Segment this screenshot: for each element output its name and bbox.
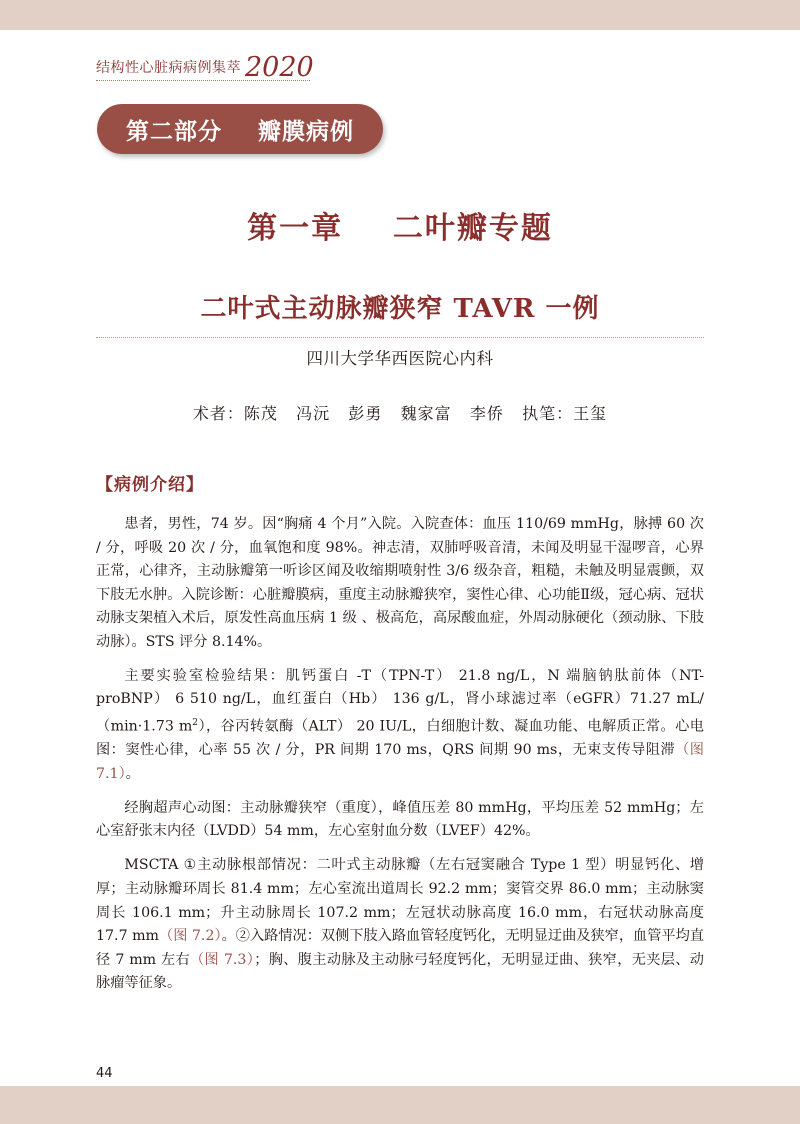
case-title: 二叶式主动脉瓣狭窄 TAVR 一例 xyxy=(200,294,600,324)
superscript: 2 xyxy=(192,718,199,729)
paragraph-mscta: MSCTA ①主动脉根部情况：二叶式主动脉瓣（左右冠窦融合 Type 1 型）明显钙化、增厚；主动脉瓣环周长 81.4 mm；左心室流出道周长 92.2 mm；窦管交界 86.0 mm；主动脉窦周长 106.1 mm；升主动脉周长 107.2 mm；左冠状动脉高度 16.0 mm，右冠状动脉高度 17.7 mm（图 7.2）。②入路情况：双侧下肢入路血管轻度钙化，无明显迂曲及狭窄，血管平均直径 7 mm 左右（图 7.3）；胸、腹主动脉及主动脉弓轻度钙化，无明显迂曲、狭窄，无夹层、动脉瘤等征象。 xyxy=(96,857,704,992)
book-name: 结构性心脏病病例集萃 xyxy=(96,60,241,76)
figure-reference: （图 7.3） xyxy=(190,951,255,968)
institution: 四川大学华西医院心内科 xyxy=(306,349,494,368)
chapter-title: 第一章 二叶瓣专题 xyxy=(247,211,553,246)
book-year: 2020 xyxy=(245,52,314,83)
part-label-banner xyxy=(97,104,383,154)
paragraph-labs: 主要实验室检验结果：肌钙蛋白 -T（TPN-T） 21.8 ng/L，N 端脑钠肽前体（NT-proBNP） 6 510 ng/L，血红蛋白（Hb） 136 g/L，肾小球滤过率（eGFR）71.27 mL/（min·1.73 $m^2$），谷丙转氨酶（ALT） 20 IU/L，白细胞计数、凝血功能、电解质正常。心电图：窦性心律，心率 55 次 / 分，PR 间期 170 ms，QRS 间期 90 ms，无束支传导阻滞（图 7.1）。 xyxy=(96,667,704,782)
paragraph-history: 患者，男性，74 岁。因“胸痛 4 个月”入院。入院查体：血压 110/69 mmHg，脉搏 60 次 / 分，呼吸 20 次 / 分，血氧饱和度 98%。神志清，双肺呼吸音清，未闻及明显干湿啰音，心界正常，心律齐，主动脉瓣第一听诊区闻及收缩期喷射性 3/6 级杂音，粗糙，未触及明显震颤，双下肢无水肿。入院诊断：心脏瓣膜病，重度主动脉瓣狭窄，窦性心律、心功能Ⅱ级，冠心病、冠状动脉支架植入术后，原发性高血压病 1 级 、极高危，高尿酸血症，外周动脉硬化（颈动脉、下肢动脉）。STS 评分 8.14%。 xyxy=(96,516,704,650)
figure-reference: （图 7.1） xyxy=(96,742,704,782)
part-label: 第二部分 瓣膜病例 xyxy=(125,118,355,145)
section-heading: 【病例介绍】 xyxy=(96,475,204,495)
case-body xyxy=(96,513,704,1006)
authors-line: 术者：陈茂 冯沅 彭勇 魏家富 李侨 执笔：王玺 xyxy=(192,404,608,423)
header-divider xyxy=(96,80,310,81)
top-color-band xyxy=(0,0,800,30)
running-header xyxy=(96,45,314,81)
bottom-color-band xyxy=(0,1086,800,1124)
paragraph-echo: 经胸超声心动图：主动脉瓣狭窄（重度），峰值压差 80 mmHg，平均压差 52 mmHg；左心室舒张末内径（LVDD）54 mm，左心室射血分数（LVEF）42%。 xyxy=(96,799,704,840)
page-number: 44 xyxy=(96,1066,113,1081)
figure-reference: （图 7.2） xyxy=(159,928,222,945)
title-divider xyxy=(96,337,704,338)
